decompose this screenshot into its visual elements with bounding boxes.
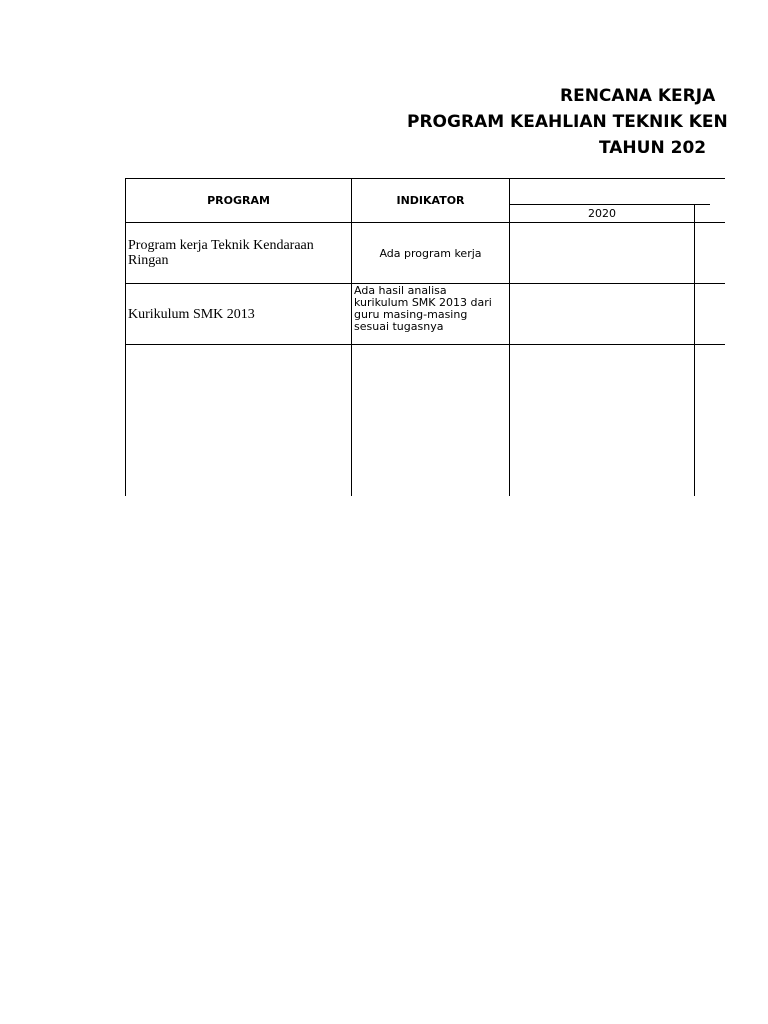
grid-line: [509, 178, 510, 496]
header-year: 2020: [588, 207, 616, 220]
header-indikator: INDIKATOR: [396, 194, 465, 207]
title-line-2: PROGRAM KEAHLIAN TEKNIK KEN: [407, 112, 728, 132]
title-line-1: RENCANA KERJA: [560, 86, 716, 106]
header-program: PROGRAM: [207, 194, 270, 207]
table-row-3-indikator: [352, 345, 509, 495]
table-row-1-indikator: Ada program kerja: [379, 246, 482, 260]
table-row-3-program: [126, 345, 351, 495]
grid-line: [694, 204, 695, 496]
table-row-2-program: Kurikulum SMK 2013: [128, 306, 255, 322]
table-row-2-indikator: Ada hasil analisa kurikulum SMK 2013 dari guru masing-masing sesuai tugasnya: [354, 284, 492, 333]
title-line-3: TAHUN 202: [599, 138, 707, 158]
table-row-1-program: Program kerja Teknik Kendaraan Ringan: [128, 238, 314, 268]
